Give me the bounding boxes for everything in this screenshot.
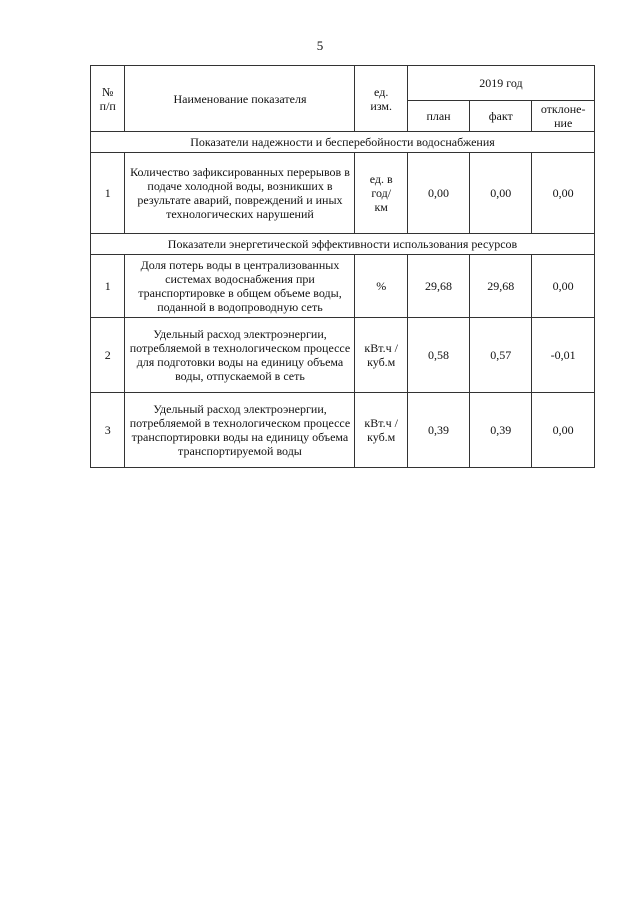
row-fact: 0,00 [470, 153, 532, 234]
row-deviation: 0,00 [532, 393, 595, 468]
header-plan: план [407, 101, 469, 132]
header-num [91, 66, 125, 132]
row-fact: 0,57 [470, 318, 532, 393]
row-unit-label: кВт.ч / куб.м [364, 341, 398, 369]
table-row [91, 318, 595, 393]
header-year: 2019 год [407, 66, 594, 101]
row-num: 3 [91, 393, 125, 468]
row-name: Удельный расход электроэнергии, потребляемой в технологическом процессе для подготовки воды на единицу объема воды, отпускаемой в сеть [125, 318, 355, 393]
row-unit [355, 393, 407, 468]
table-row [91, 393, 595, 468]
row-unit [355, 255, 407, 318]
table-header-row [91, 66, 595, 101]
section-row-energy [91, 234, 595, 255]
page-number: 5 [316, 38, 324, 53]
indicators-table [90, 65, 595, 468]
row-plan: 0,00 [407, 153, 469, 234]
section-title: Показатели энергетической эффективности использования ресурсов [91, 234, 595, 255]
row-fact: 0,39 [470, 393, 532, 468]
row-deviation: 0,00 [532, 153, 595, 234]
row-plan: 29,68 [407, 255, 469, 318]
header-num-label: № п/п [99, 84, 116, 113]
row-fact: 29,68 [470, 255, 532, 318]
row-unit-label: ед. в год/ км [369, 172, 393, 214]
row-unit [355, 318, 407, 393]
row-deviation: 0,00 [532, 255, 595, 318]
row-name: Удельный расход электроэнергии, потребляемой в технологическом процессе транспортировки воды на единицу объема транспортируемой воды [125, 393, 355, 468]
header-deviation [532, 101, 595, 132]
row-deviation: -0,01 [532, 318, 595, 393]
row-plan: 0,58 [407, 318, 469, 393]
row-unit-label: % [376, 279, 387, 293]
table-row [91, 255, 595, 318]
header-unit-label: ед. изм. [370, 84, 392, 113]
header-unit [355, 66, 407, 132]
row-name: Количество зафиксированных перерывов в подаче холодной воды, возникших в результате аварий, повреждений и иных технологических нарушений [125, 153, 355, 234]
row-unit [355, 153, 407, 234]
row-unit-label: кВт.ч / куб.м [364, 416, 398, 444]
section-row-reliability [91, 132, 595, 153]
row-plan: 0,39 [407, 393, 469, 468]
row-num: 2 [91, 318, 125, 393]
row-name: Доля потерь воды в централизованных системах водоснабжения при транспортировке в общем объеме воды, поданной в водопроводную сеть [125, 255, 355, 318]
row-num: 1 [91, 255, 125, 318]
table-row [91, 153, 595, 234]
header-fact: факт [470, 101, 532, 132]
header-name: Наименование показателя [125, 66, 355, 132]
section-title: Показатели надежности и бесперебойности водоснабжения [91, 132, 595, 153]
header-deviation-label: отклоне- ние [540, 102, 586, 130]
row-num: 1 [91, 153, 125, 234]
